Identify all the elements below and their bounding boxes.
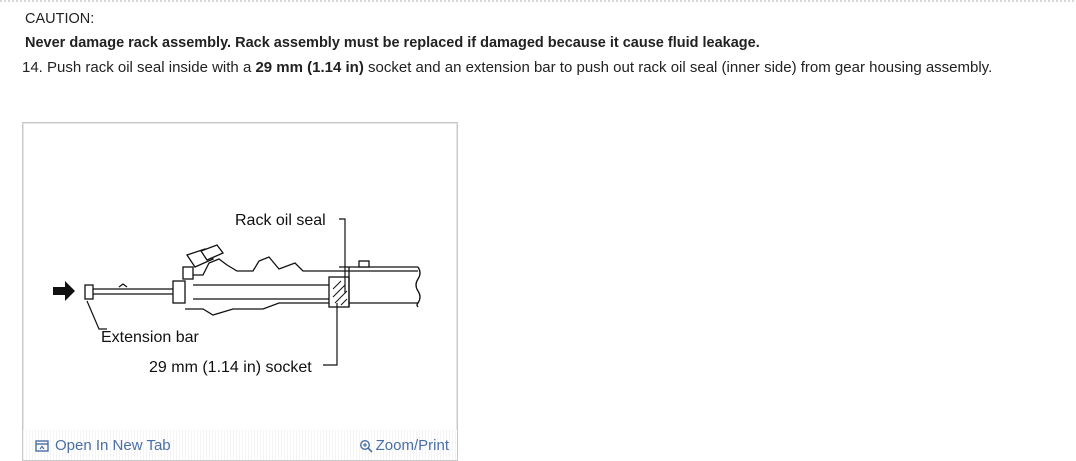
label-extension-bar: Extension bar (101, 329, 199, 346)
figure-footer (23, 430, 457, 460)
gear-housing-drawing (183, 245, 420, 315)
step-instruction (22, 59, 992, 76)
top-divider (0, 0, 1076, 2)
zoom-magnifier-icon (359, 439, 373, 453)
rack-seal-diagram (23, 123, 457, 431)
open-in-new-tab-link[interactable] (35, 437, 171, 454)
zoom-print-link[interactable] (359, 437, 449, 454)
extension-bar-drawing (85, 281, 185, 303)
label-socket: 29 mm (1.14 in) socket (149, 359, 312, 376)
label-rack-oil-seal: Rack oil seal (235, 212, 326, 229)
step-prefix: 14. Push rack oil seal inside with a (22, 59, 256, 76)
figure-container (22, 122, 458, 461)
open-in-new-tab-label: Open In New Tab (55, 437, 171, 454)
caution-text: Never damage rack assembly. Rack assembly must be replaced if damaged because it cause fluid leakage. (25, 35, 760, 51)
step-suffix: socket and an extension bar to push out rack oil seal (inner side) from gear housing assembly. (363, 59, 993, 76)
push-arrow-icon (53, 281, 75, 301)
step-socket-size: 29 mm (1.14 in) (255, 59, 364, 76)
open-in-new-tab-icon (35, 439, 49, 453)
caution-heading: CAUTION: (25, 11, 95, 27)
zoom-print-label: Zoom/Print (375, 437, 449, 454)
